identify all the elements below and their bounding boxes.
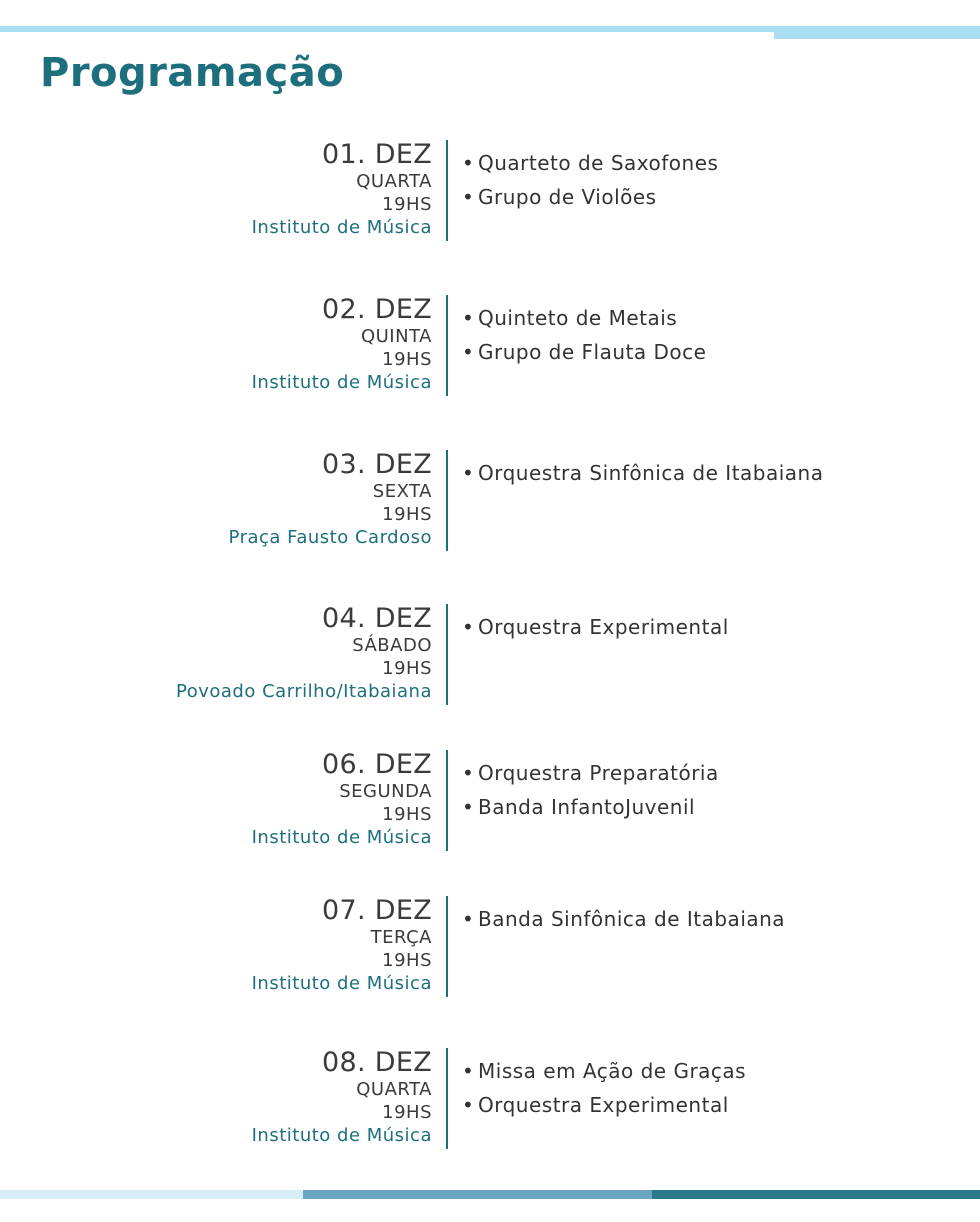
performance-name: Banda InfantoJuvenil [478,795,696,819]
event-info [252,750,432,849]
event-weekday: QUINTA [360,326,432,347]
performance-item: • Banda Sinfônica de Itabaiana [462,907,786,931]
performance-list [462,610,729,644]
performance-item: • Orquestra Sinfônica de Itabaiana [462,461,824,485]
event-venue: Praça Fausto Cardoso [228,527,432,548]
page-title: Programação [40,50,345,96]
vertical-divider [446,896,448,997]
bottom-decorative-bar-light [0,1190,303,1199]
event-venue: Instituto de Música [251,827,432,848]
vertical-divider [446,140,448,241]
event-time: 19HS [382,1102,432,1123]
event-date: 06. DEZ [322,749,432,780]
vertical-divider [446,604,448,705]
event-info [252,295,432,394]
performance-item: • Missa em Ação de Graças [462,1059,747,1083]
vertical-divider [446,750,448,851]
performance-name: Orquestra Experimental [478,1093,729,1117]
event-venue: Instituto de Música [251,1125,432,1146]
event-time: 19HS [382,950,432,971]
event-info [252,140,432,239]
performance-item: • Grupo de Flauta Doce [462,340,707,364]
performance-list [462,756,719,824]
performance-list [462,456,823,490]
event-info [252,1048,432,1147]
performance-name: Orquestra Sinfônica de Itabaiana [478,461,824,485]
event-time: 19HS [382,658,432,679]
event-weekday: SEXTA [372,481,432,502]
performance-name: Grupo de Flauta Doce [478,340,707,364]
performance-item: • Banda InfantoJuvenil [462,795,696,819]
event-date: 01. DEZ [322,139,432,170]
top-decorative-bar [0,26,774,32]
vertical-divider [446,1048,448,1149]
vertical-divider [446,295,448,396]
bottom-decorative-bar-dark [652,1190,980,1199]
event-info [252,896,432,995]
performance-name: Quinteto de Metais [478,306,678,330]
performance-list [462,146,718,214]
performance-item: • Grupo de Violões [462,185,657,209]
performance-list [462,902,785,936]
vertical-divider [446,450,448,551]
bottom-decorative-bar-medium [303,1190,652,1199]
performance-name: Orquestra Preparatória [478,761,719,785]
event-venue: Instituto de Música [251,217,432,238]
event-date: 04. DEZ [322,603,432,634]
performance-list [462,1054,746,1122]
event-time: 19HS [382,804,432,825]
event-date: 03. DEZ [322,449,432,480]
event-weekday: TERÇA [370,927,432,948]
top-decorative-bar-accent [774,26,980,39]
performance-list [462,301,706,369]
performance-item: • Orquestra Experimental [462,1093,729,1117]
performance-item: • Quinteto de Metais [462,306,678,330]
performance-name: Orquestra Experimental [478,615,729,639]
event-weekday: SÁBADO [352,635,432,656]
event-date: 02. DEZ [322,294,432,325]
performance-name: Grupo de Violões [478,185,657,209]
event-weekday: QUARTA [356,171,432,192]
event-info [229,450,432,549]
event-venue: Instituto de Música [251,372,432,393]
event-date: 07. DEZ [322,895,432,926]
performance-item: • Orquestra Preparatória [462,761,719,785]
performance-name: Missa em Ação de Graças [478,1059,747,1083]
event-venue: Povoado Carrilho/Itabaiana [176,681,432,702]
performance-name: Banda Sinfônica de Itabaiana [478,907,786,931]
performance-item: • Quarteto de Saxofones [462,151,719,175]
event-time: 19HS [382,194,432,215]
event-time: 19HS [382,504,432,525]
event-date: 08. DEZ [322,1047,432,1078]
event-weekday: SEGUNDA [339,781,432,802]
performance-name: Quarteto de Saxofones [478,151,719,175]
event-time: 19HS [382,349,432,370]
event-info [176,604,432,703]
event-weekday: QUARTA [356,1079,432,1100]
event-venue: Instituto de Música [251,973,432,994]
performance-item: • Orquestra Experimental [462,615,729,639]
